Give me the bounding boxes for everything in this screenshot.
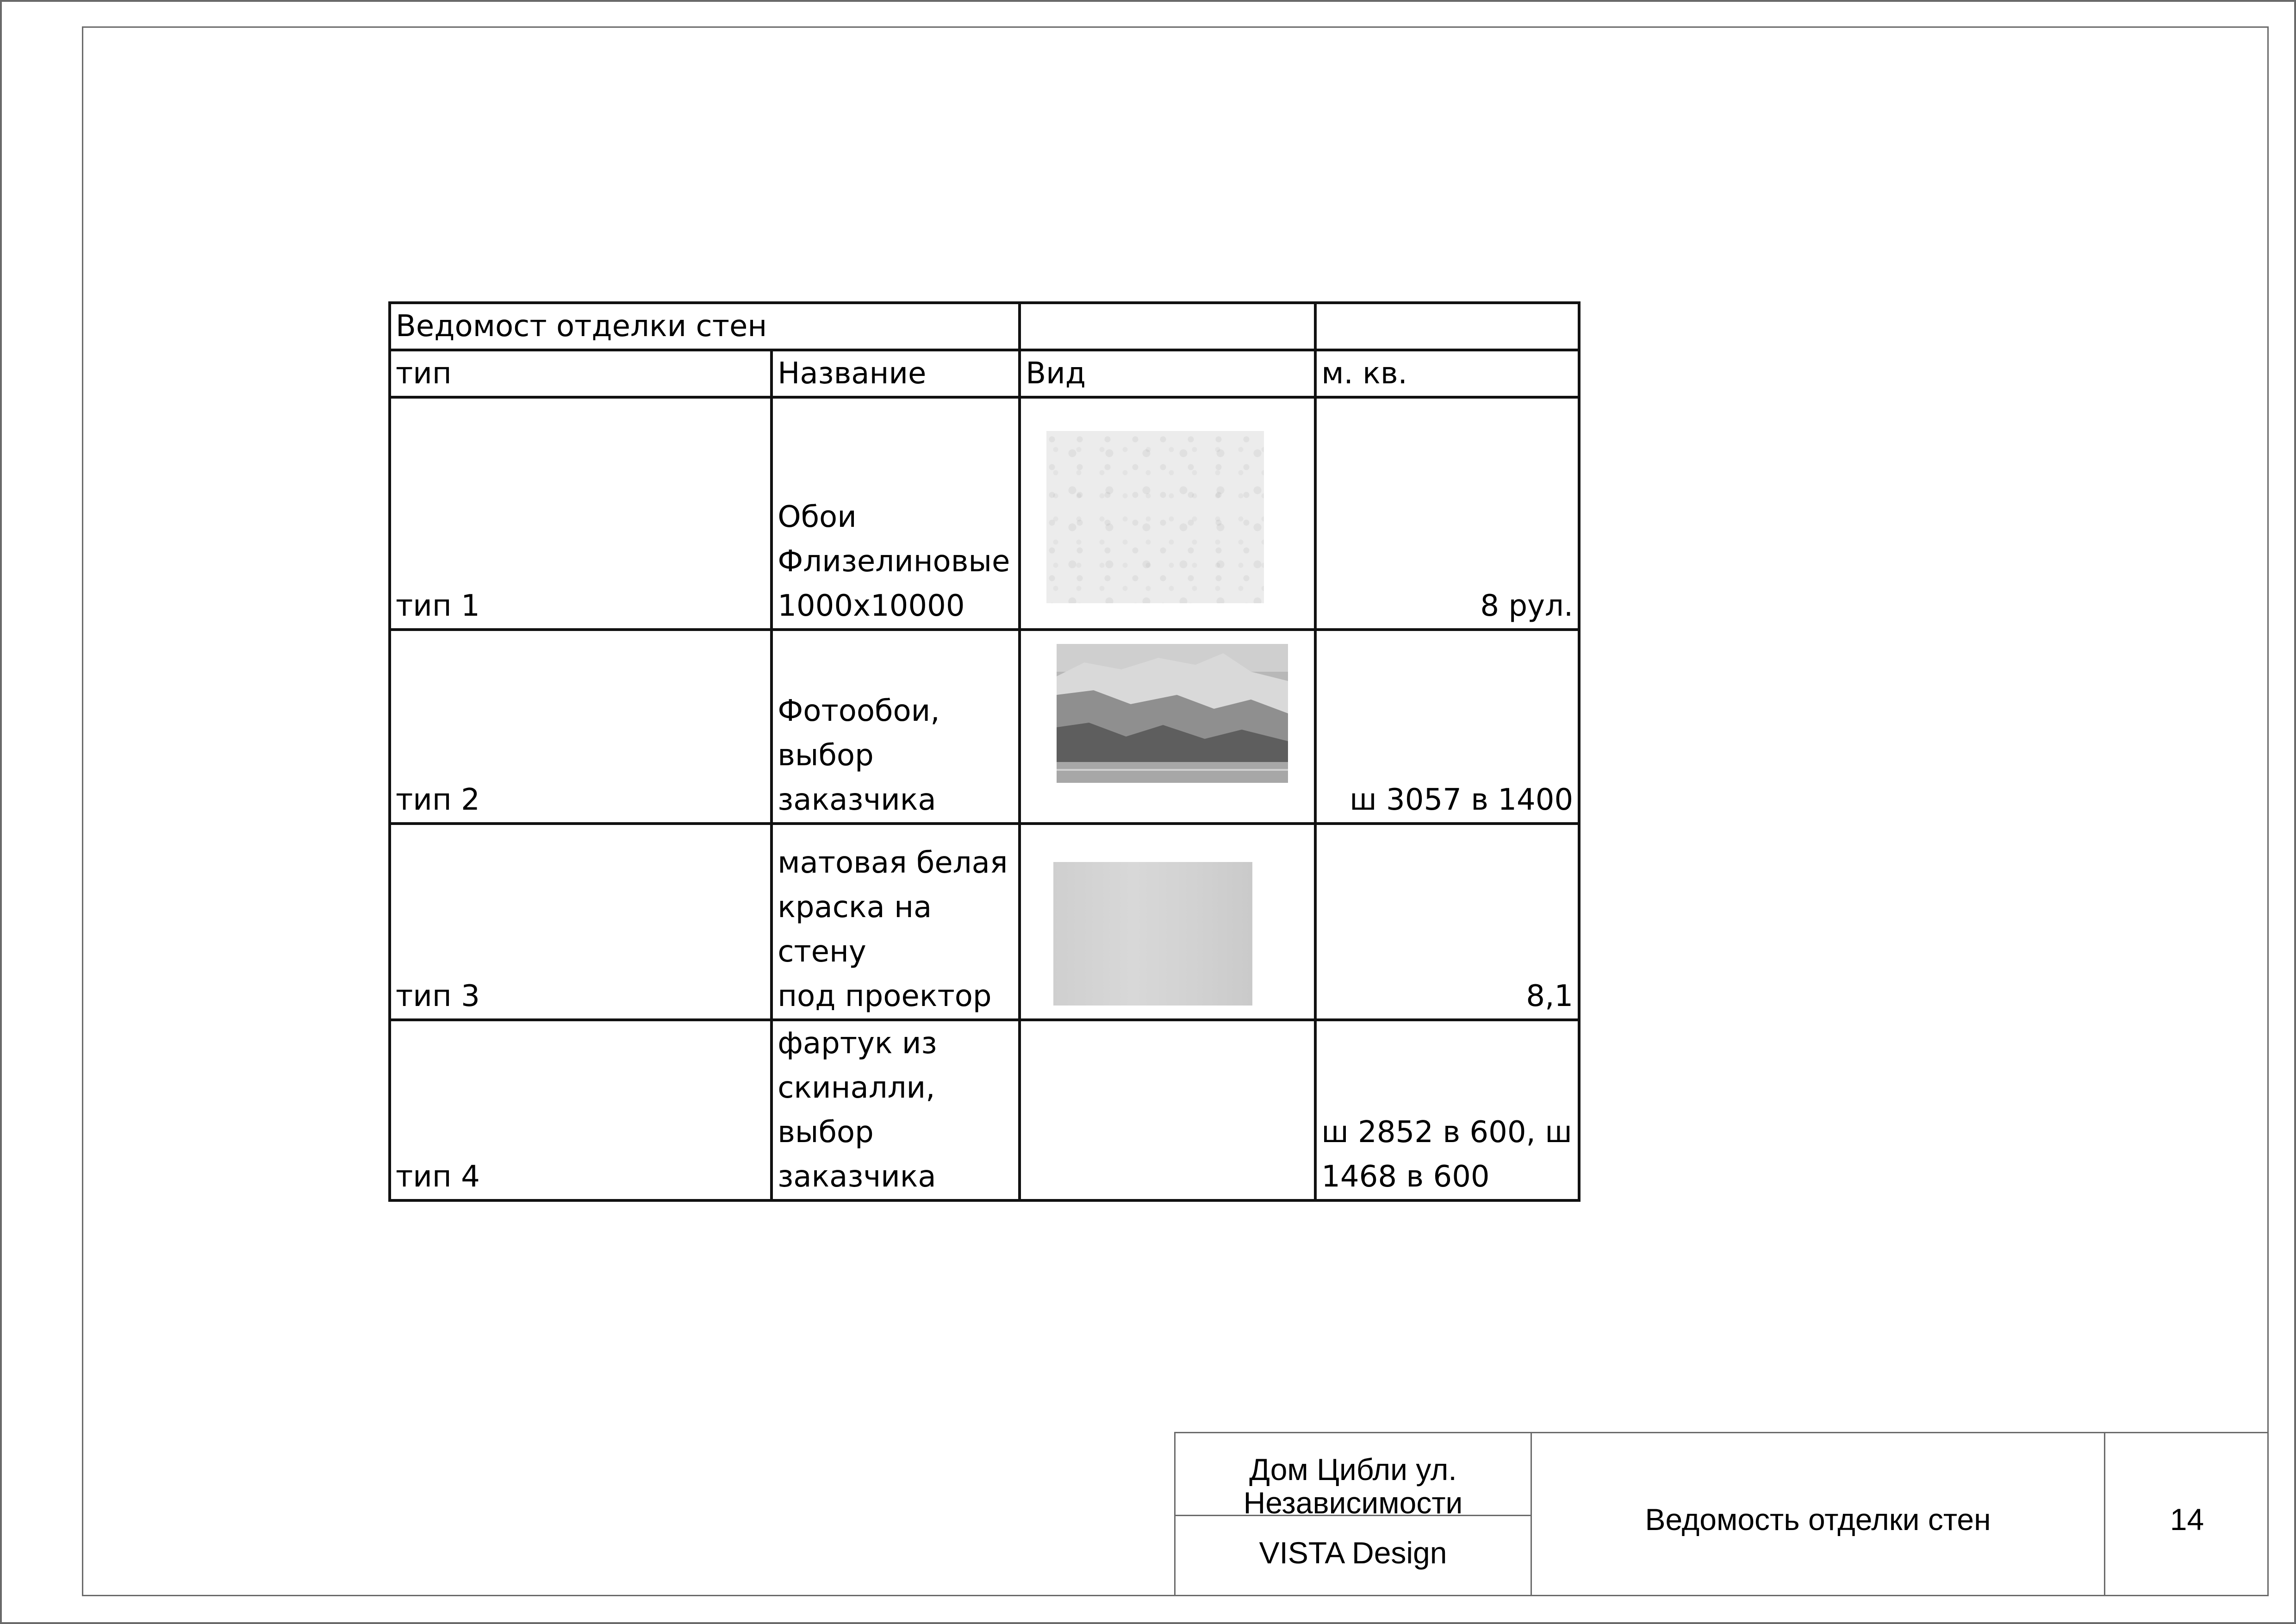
row-name-line: заказчика — [778, 783, 936, 817]
row-view — [1020, 824, 1315, 1020]
row-name — [772, 824, 1020, 1020]
row-type: тип 3 — [390, 824, 772, 1020]
finishing-schedule-table — [388, 301, 1580, 1202]
row-area-line: 1468 в 600 — [1321, 1160, 1490, 1194]
row-name-line: заказчика — [778, 1160, 936, 1194]
table-title-cell-empty — [772, 303, 1020, 350]
table-title-cell-empty — [1020, 303, 1315, 350]
header-type: тип — [390, 350, 772, 397]
row-name-line: Флизелиновые — [778, 544, 1010, 579]
row-name-line: скиналли, — [778, 1071, 935, 1105]
row-area: 8,1 — [1315, 824, 1579, 1020]
header-view: Вид — [1020, 350, 1315, 397]
project-name — [1176, 1453, 1531, 1519]
row-name — [772, 1020, 1020, 1200]
photo-wallpaper-landscape-image — [1057, 644, 1288, 783]
company-name: VISTA Design — [1259, 1536, 1447, 1570]
row-area — [1315, 1020, 1579, 1200]
row-area: ш 3057 в 1400 — [1315, 630, 1579, 824]
row-name-line: матовая белая — [778, 846, 1008, 880]
table-title: Ведомост отделки стен — [396, 309, 767, 344]
project-name-line: Независимости — [1243, 1486, 1463, 1520]
table-title-cell — [390, 303, 772, 350]
table-row — [390, 824, 1579, 1020]
matte-white-paint-image — [1053, 862, 1252, 1006]
header-area: м. кв. — [1315, 350, 1579, 397]
row-name-line: краска на стену — [778, 890, 932, 969]
row-name-line: фартук из — [778, 1026, 937, 1061]
row-name-line: выбор — [778, 738, 874, 773]
row-view — [1020, 630, 1315, 824]
table-row — [390, 397, 1579, 630]
table-title-cell-empty — [1315, 303, 1579, 350]
row-name-line: Обои — [778, 500, 857, 534]
table-row — [390, 630, 1579, 824]
sheet-number: 14 — [2170, 1502, 2204, 1537]
row-view — [1020, 1020, 1315, 1200]
row-name — [772, 630, 1020, 824]
row-name-line: Фотообои, — [778, 694, 940, 728]
wallpaper-texture-image — [1046, 431, 1264, 603]
table-row — [390, 1020, 1579, 1200]
table-title-row — [390, 303, 1579, 350]
table-header-row — [390, 350, 1579, 397]
project-name-line: Дом Цибли ул. — [1249, 1452, 1457, 1487]
row-name — [772, 397, 1020, 630]
row-area-line: ш 2852 в 600, ш — [1321, 1115, 1572, 1149]
row-view — [1020, 397, 1315, 630]
sheet-title: Ведомость отделки стен — [1645, 1502, 1991, 1537]
row-area: 8 рул. — [1315, 397, 1579, 630]
row-type: тип 4 — [390, 1020, 772, 1200]
row-type: тип 2 — [390, 630, 772, 824]
header-name: Название — [772, 350, 1020, 397]
row-name-line: выбор — [778, 1115, 874, 1149]
landscape-photo-graphic — [1057, 644, 1288, 783]
row-name-line: под проектор — [778, 979, 992, 1013]
row-type: тип 1 — [390, 397, 772, 630]
row-name-line: 1000x10000 — [778, 589, 965, 623]
